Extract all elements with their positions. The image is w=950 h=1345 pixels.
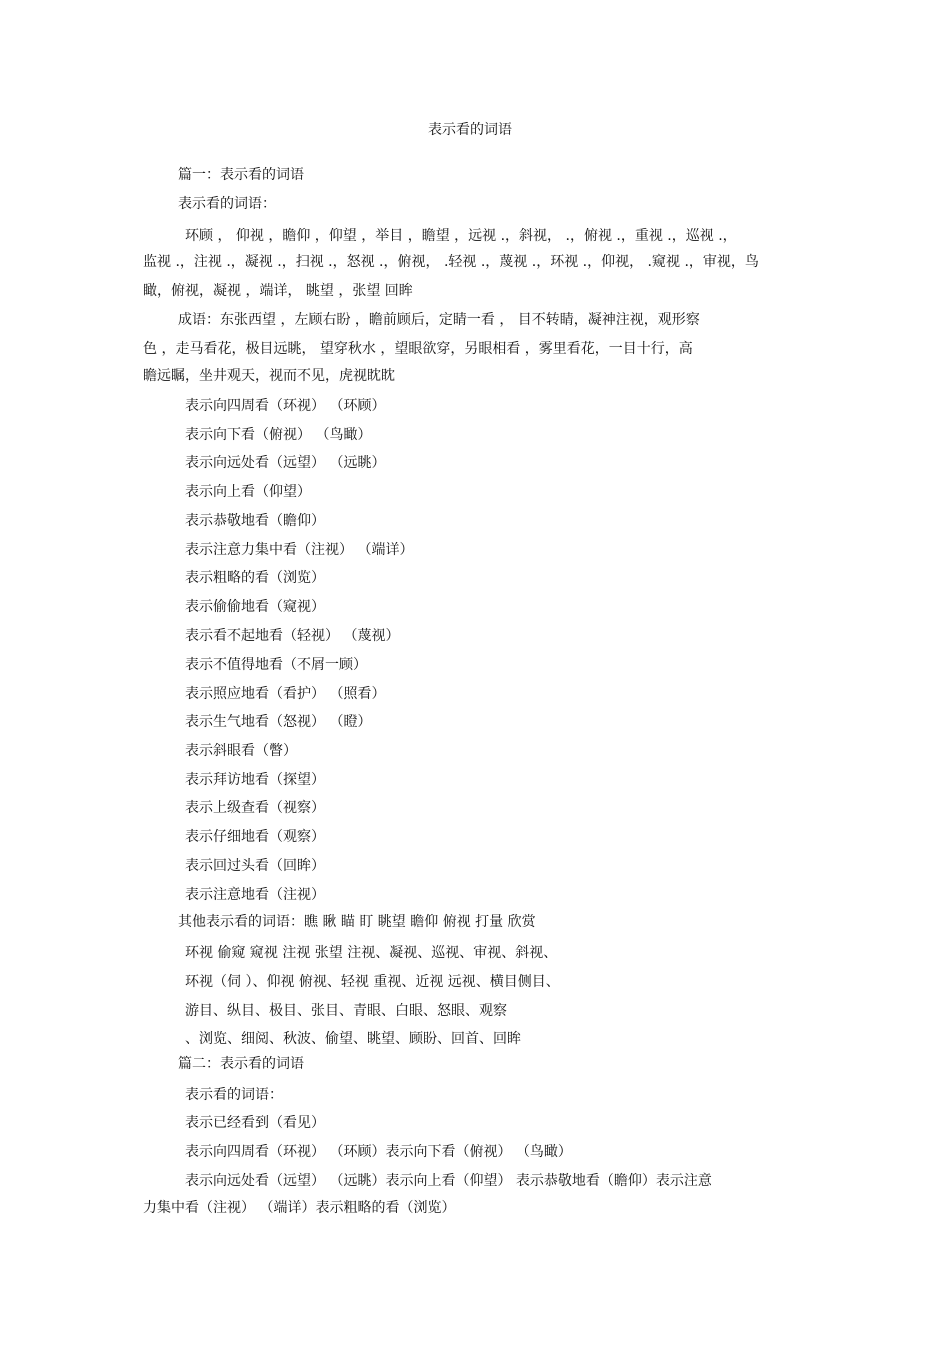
meaning-item: 表示拜访地看（探望） — [185, 772, 325, 788]
part2-paragraph-line: 表示向远处看（远望） （远眺）表示向上看（仰望） 表示恭敬地看（瞻仰）表示注意 — [185, 1173, 712, 1189]
meaning-item: 表示上级查看（视察） — [185, 800, 325, 816]
part2-heading: 篇二：表示看的词语 — [178, 1056, 304, 1072]
other-words-line: 、浏览、细阅、秋波、偷望、眺望、顾盼、回首、回眸 — [185, 1031, 521, 1047]
words-line: 瞰，俯视，凝视 ，端详， 眺望 ，张望 回眸 — [143, 283, 413, 299]
meaning-item: 表示回过头看（回眸） — [185, 858, 325, 874]
meaning-item: 表示生气地看（怒视） （瞪） — [185, 714, 372, 730]
idiom-line: 瞻远瞩，坐井观天，视而不见，虎视眈眈 — [143, 368, 395, 384]
meaning-item: 表示斜眼看（瞥） — [185, 743, 297, 759]
other-words-line: 环视 偷窥 窥视 注视 张望 注视、凝视、巡视、审视、斜视、 — [185, 945, 558, 961]
meaning-item: 表示仔细地看（观察） — [185, 829, 325, 845]
page-title: 表示看的词语 — [428, 122, 512, 138]
meaning-item: 表示恭敬地看（瞻仰） — [185, 513, 325, 529]
words-line: 监视 .，注视 .，凝视 .，扫视 .，怒视 .，俯视， .轻视 .，蔑视 .，环视 .，仰视， .窥视 .，审视，鸟 — [143, 254, 759, 270]
meaning-item: 表示照应地看（看护） （照看） — [185, 686, 386, 702]
words-line: 环顾 ， 仰视 ，瞻仰 ，仰望 ，举目 ，瞻望 ，远视 .，斜视， .，俯视 .，重视 .，巡视 .， — [185, 228, 737, 244]
meaning-item: 表示向远处看（远望） （远眺） — [185, 455, 386, 471]
part2-line: 表示向四周看（环视） （环顾）表示向下看（俯视） （鸟瞰） — [185, 1144, 572, 1160]
other-words-heading: 其他表示看的词语：瞧 瞅 瞄 盯 眺望 瞻仰 俯视 打量 欣赏 — [178, 914, 536, 930]
meaning-item: 表示不值得地看（不屑一顾） — [185, 657, 367, 673]
meaning-item: 表示看不起地看（轻视） （蔑视） — [185, 628, 400, 644]
meaning-item: 表示向四周看（环视） （环顾） — [185, 398, 386, 414]
part2-line: 表示已经看到（看见） — [185, 1115, 325, 1131]
meaning-item: 表示粗略的看（浏览） — [185, 570, 325, 586]
part1-subheading: 表示看的词语： — [178, 196, 276, 212]
part2-paragraph-line: 力集中看（注视） （端详）表示粗略的看（浏览） — [143, 1200, 456, 1216]
meaning-item: 表示偷偷地看（窥视） — [185, 599, 325, 615]
meaning-item: 表示注意力集中看（注视） （端详） — [185, 542, 414, 558]
other-words-line: 游目、纵目、极目、张目、青眼、白眼、怒眼、观察 — [185, 1003, 507, 1019]
idiom-line: 成语：东张西望 ，左顾右盼 ，瞻前顾后，定睛一看 ， 目不转睛，凝神注视，观形察 — [178, 312, 700, 328]
meaning-item: 表示向上看（仰望） — [185, 484, 311, 500]
part1-heading: 篇一：表示看的词语 — [178, 167, 304, 183]
meaning-item: 表示向下看（俯视） （鸟瞰） — [185, 427, 372, 443]
other-words-line: 环视（伺 ）、仰视 俯视、轻视 重视、近视 远视、横目侧目、 — [185, 974, 560, 990]
part2-subheading: 表示看的词语： — [185, 1087, 283, 1103]
idiom-line: 色 ，走马看花，极目远眺， 望穿秋水 ，望眼欲穿，另眼相看 ，雾里看花，一目十行，高 — [143, 341, 693, 357]
meaning-item: 表示注意地看（注视） — [185, 887, 325, 903]
